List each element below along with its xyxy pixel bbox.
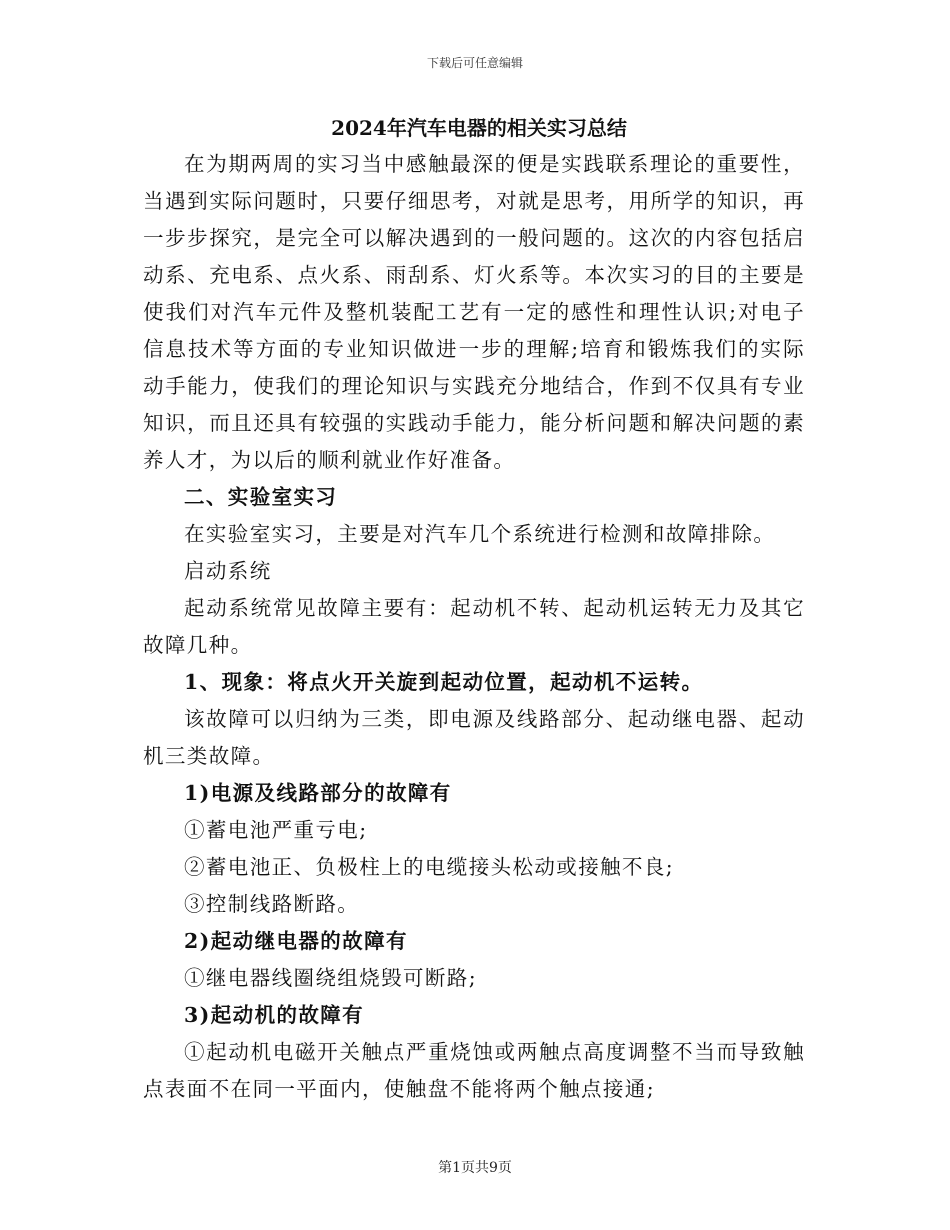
page-footer: 第1页共9页 xyxy=(438,1160,512,1176)
document-title: 2024年汽车电器的相关实习总结 xyxy=(331,116,627,140)
page-header: 下载后可任意编辑 xyxy=(426,56,523,70)
starter-faults-heading: 3)起动机的故障有 xyxy=(184,1003,365,1027)
list-item: ①起动机电磁开关触点严重烧蚀或两触点高度调整不当而导致触点表面不在同一平面内，使触盘不能将两个触点接通; xyxy=(143,1040,805,1101)
lab-practice-paragraph: 在实验室实习，主要是对汽车几个系统进行检测和故障排除。 xyxy=(184,522,776,546)
document-body xyxy=(143,110,805,1108)
fault-classification-paragraph: 该故障可以归纳为三类，即电源及线路部分、起动继电器、起动机三类故障。 xyxy=(143,707,805,768)
list-item: ③控制线路断路。 xyxy=(184,892,360,916)
power-line-faults-heading: 1)电源及线路部分的故障有 xyxy=(184,781,452,805)
relay-faults-heading: 2)起动继电器的故障有 xyxy=(184,929,408,953)
intro-paragraph: 在为期两周的实习当中感触最深的便是实践联系理论的重要性，当遇到实际问题时，只要仔细思考，对就是思考，用所学的知识，再一步步探究，是完全可以解决遇到的一般问题的。这次的内容包括启动系、充电系、点火系、雨刮系、灯火系等。本次实习的目的主要是使我们对汽车元件及整机装配工艺有一定的感性和理性认识;对电子信息技术等方面的专业知识做进一步的理解;培育和锻炼我们的实际动手能力，使我们的理论知识与实践充分地结合，作到不仅具有专业知识，而且还具有较强的实践动手能力，能分析问题和解决问题的素养人才，为以后的顺利就业作好准备。 xyxy=(143,152,805,472)
list-item: ①继电器线圈绕组烧毁可断路; xyxy=(184,966,478,990)
starting-system-faults-paragraph: 起动系统常见故障主要有：起动机不转、起动机运转无力及其它故障几种。 xyxy=(143,596,805,657)
subheading-starting-system: 启动系统 xyxy=(184,559,272,583)
section-heading-lab-practice: 二、实验室实习 xyxy=(184,485,338,509)
list-item: ①蓄电池严重亏电; xyxy=(184,818,368,842)
list-item: ②蓄电池正、负极柱上的电缆接头松动或接触不良; xyxy=(184,855,675,879)
symptom-heading: 1、现象：将点火开关旋到起动位置，起动机不运转。 xyxy=(184,670,704,694)
